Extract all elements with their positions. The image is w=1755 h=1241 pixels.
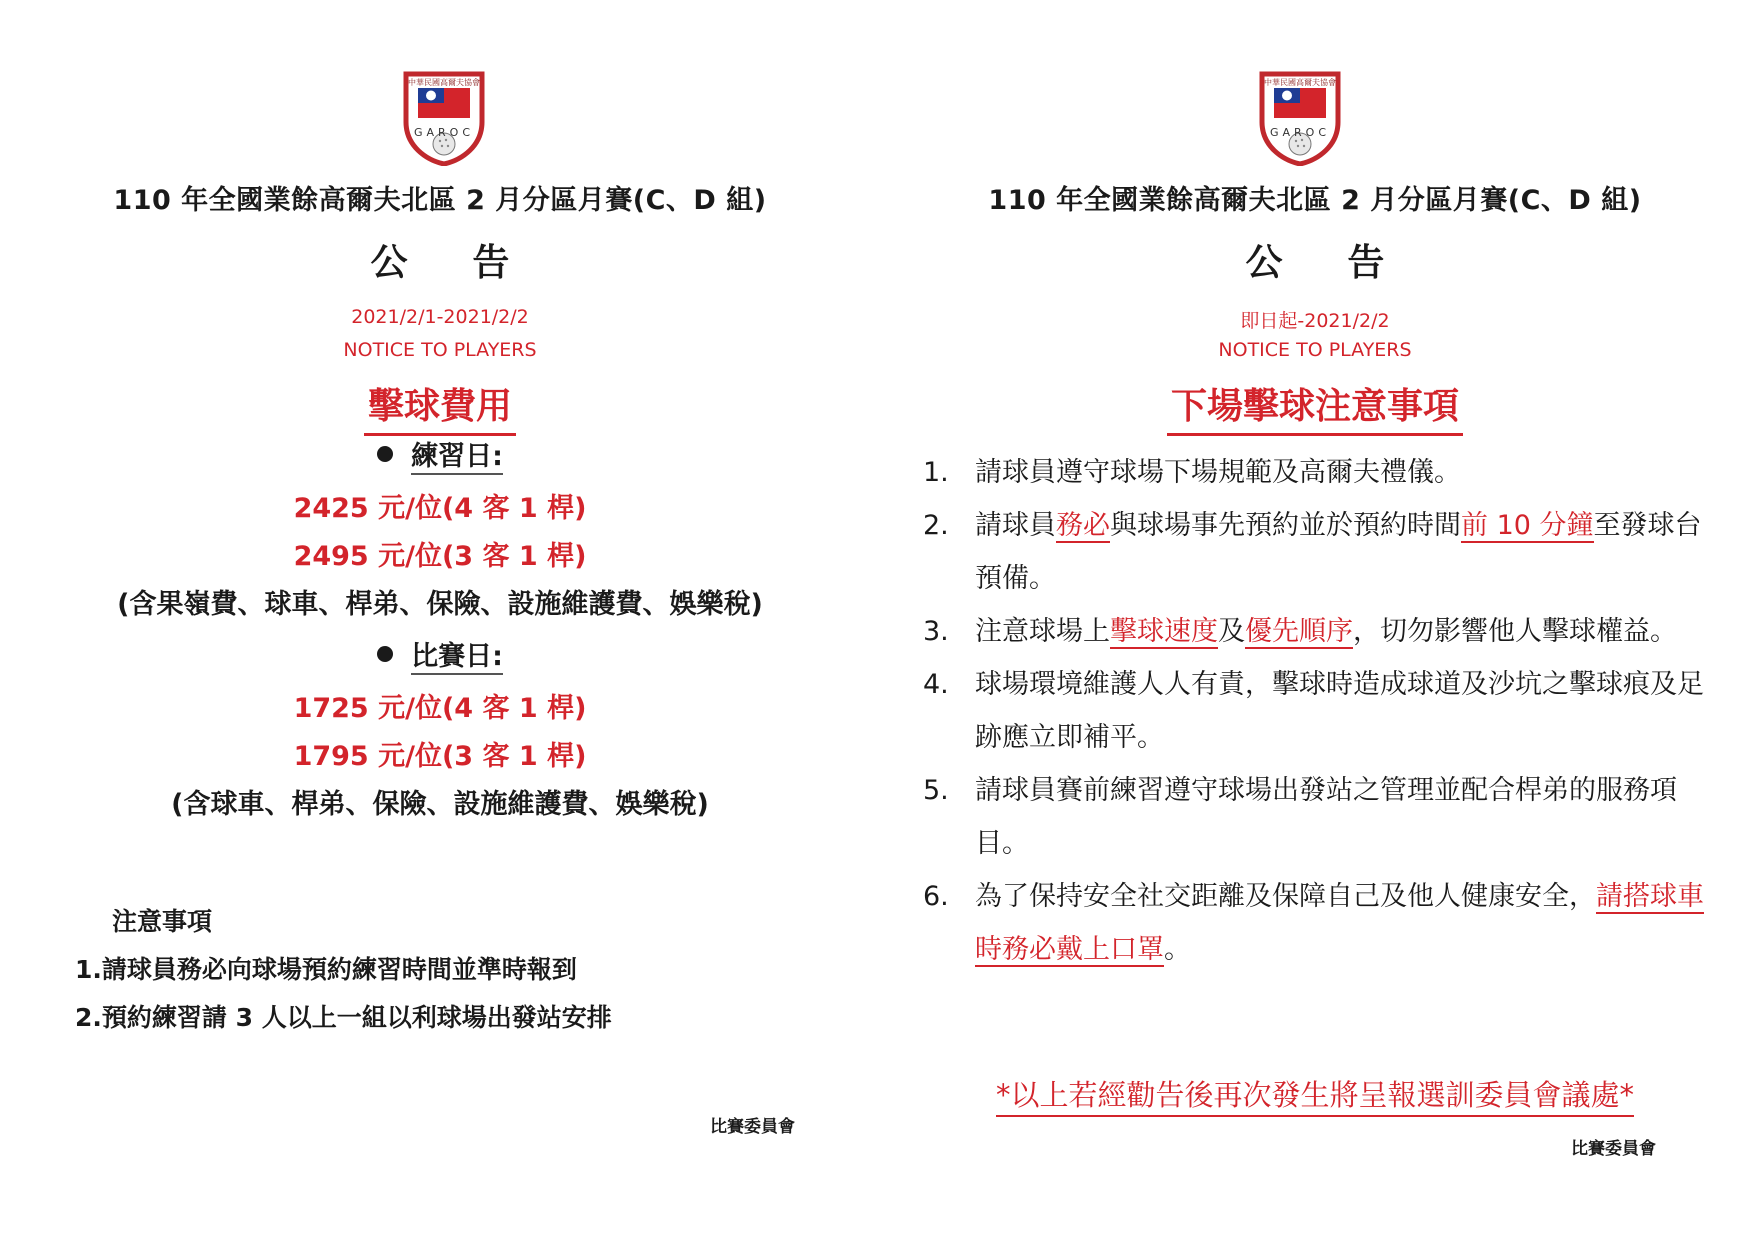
rule-number: 2. xyxy=(923,510,949,541)
practice-day-label: 練習日: xyxy=(411,441,503,475)
rule-text: 請球員賽前練習遵守球場出發站之管理並配合桿弟的服務項目。 xyxy=(975,775,1677,859)
logo-initials: GAROC xyxy=(1269,126,1331,139)
notice-heading: 公 告 xyxy=(370,241,536,284)
rule-number: 4. xyxy=(923,669,949,700)
committee-signature: 比賽委員會 xyxy=(710,1117,795,1137)
rule-text: 及 xyxy=(1218,616,1245,647)
notice-heading: 公 告 xyxy=(1245,241,1411,284)
price-line: 2425 元/位(4 客 1 桿) xyxy=(293,493,587,524)
rule-highlight: 務必 xyxy=(1056,510,1110,541)
rule-number: 3. xyxy=(923,616,949,647)
fee-includes: (含果嶺費、球車、桿弟、保險、設施維護費、娛樂稅) xyxy=(117,589,763,620)
rules-list xyxy=(915,446,1715,976)
rule-text: 球場環境維護人人有責，擊球時造成球道及沙坑之擊球痕及足跡應立即補平。 xyxy=(975,669,1704,753)
note-item: 2.預約練習請 3 人以上一組以利球場出發站安排 xyxy=(75,1003,612,1032)
page-title: 110 年全國業餘高爾夫北區 2 月分區月賽(C、D 組) xyxy=(988,185,1642,216)
date-range: 2021/2/1-2021/2/2 xyxy=(351,306,529,328)
english-subtitle: NOTICE TO PLAYERS xyxy=(343,339,537,361)
logo-script-text: 中華民國高爾夫協會 xyxy=(1264,78,1336,87)
warning-text: *以上若經勸告後再次發生將呈報選訓委員會議處* xyxy=(996,1078,1634,1117)
headline-text: 擊球費用 xyxy=(364,378,516,436)
page-title: 110 年全國業餘高爾夫北區 2 月分區月賽(C、D 組) xyxy=(113,185,767,216)
rule-number: 1. xyxy=(923,457,949,488)
note-item: 1.請球員務必向球場預約練習時間並準時報到 xyxy=(75,955,577,984)
rule-item xyxy=(915,605,1715,658)
garoc-logo xyxy=(1258,70,1342,166)
committee-signature: 比賽委員會 xyxy=(1571,1139,1656,1159)
rule-text: 為了保持安全社交距離及保障自己及他人健康安全， xyxy=(975,881,1596,912)
rule-text: 。 xyxy=(1164,934,1191,965)
rule-item xyxy=(915,870,1715,976)
garoc-logo xyxy=(402,70,486,166)
rule-highlight: 優先順序 xyxy=(1245,616,1353,647)
notes-title: 注意事項 xyxy=(112,907,213,936)
rule-item xyxy=(915,658,1715,764)
price-line: 1725 元/位(4 客 1 桿) xyxy=(293,693,587,724)
rule-highlight: 擊球速度 xyxy=(1110,616,1218,647)
rule-text: ，切勿影響他人擊球權益。 xyxy=(1353,616,1677,647)
rule-item xyxy=(915,446,1715,499)
fee-includes: (含球車、桿弟、保險、設施維護費、娛樂稅) xyxy=(171,789,709,820)
section-headline xyxy=(60,378,820,436)
right-notice-panel xyxy=(915,0,1715,1241)
rule-highlight: 前 10 分鐘 xyxy=(1461,510,1594,541)
price-line: 2495 元/位(3 客 1 桿) xyxy=(293,541,587,572)
bullet-dot-icon xyxy=(377,446,393,462)
english-subtitle: NOTICE TO PLAYERS xyxy=(1218,339,1412,361)
headline-text: 下場擊球注意事項 xyxy=(1167,378,1463,436)
rule-number: 5. xyxy=(923,775,949,806)
logo-initials: GAROC xyxy=(413,126,475,139)
practice-day-heading xyxy=(60,440,820,474)
warning-notice xyxy=(915,1073,1715,1114)
date-range: 即日起-2021/2/2 xyxy=(1240,310,1390,332)
rule-item xyxy=(915,499,1715,605)
rule-text: 至發球台預備。 xyxy=(975,510,1702,594)
rule-number: 6. xyxy=(923,881,949,912)
rule-text: 請球員 xyxy=(975,510,1056,541)
rule-text: 注意球場上 xyxy=(975,616,1110,647)
section-headline xyxy=(915,378,1715,436)
rule-item xyxy=(915,764,1715,870)
rule-text: 請球員遵守球場下場規範及高爾夫禮儀。 xyxy=(975,457,1461,488)
rule-text: 與球場事先預約並於預約時間 xyxy=(1110,510,1461,541)
match-day-label: 比賽日: xyxy=(411,641,503,675)
price-line: 1795 元/位(3 客 1 桿) xyxy=(293,741,587,772)
bullet-dot-icon xyxy=(377,646,393,662)
rule-highlight: 請搭球車時務必戴上口罩 xyxy=(975,881,1704,965)
match-day-heading xyxy=(60,640,820,674)
left-notice-panel xyxy=(60,0,820,1241)
logo-script-text: 中華民國高爾夫協會 xyxy=(408,78,480,87)
